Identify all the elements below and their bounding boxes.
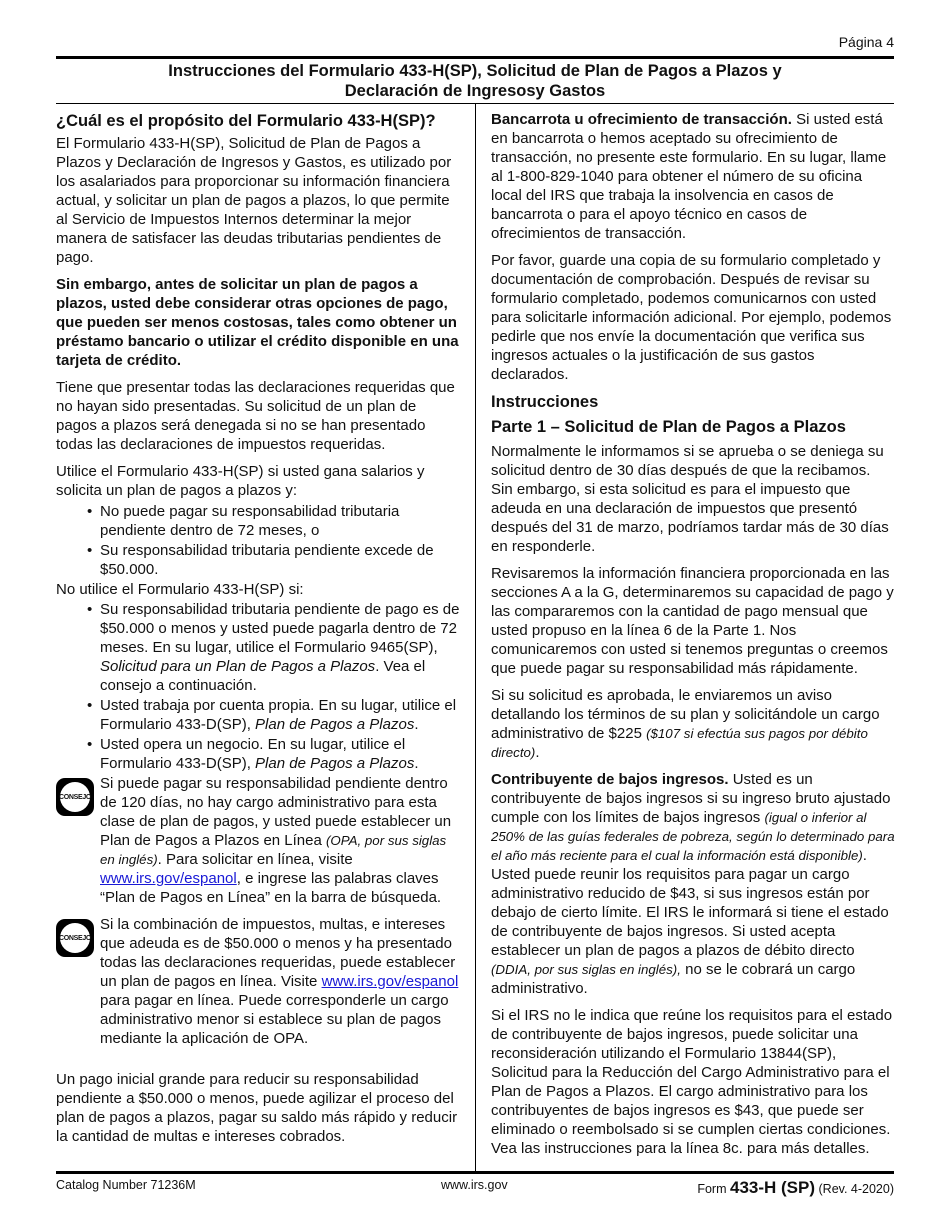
purpose-paragraph: El Formulario 433-H(SP), Solicitud de Plan de Pagos a Plazos y Declaración de Ingresos y Gastos, es utilizado por los asalariados para proporcionar su información financiera actual, y solicitar un plan de pagos a plazos, lo que permite al Servicio de Impuestos Internos determinar la mejor manera de satisfacer las deudas tributarias pendientes de pago. bbox=[56, 135, 452, 266]
down-payment-paragraph: Un pago inicial grande para reducir su responsabilidad pendiente a $50.000 o menos, puede agilizar el proceso del plan de pagos a plazos, pagar su saldo más rápido y reducir la cantidad de multas e intereses cobrados. bbox=[56, 1071, 458, 1145]
use-form-paragraph: Utilice el Formulario 433-H(SP) si usted gana salarios y solicita un plan de pagos a plazos y: bbox=[56, 463, 425, 499]
page-number: Página 4 bbox=[838, 34, 894, 50]
form-identifier: Form 433-H (SP) (Rev. 4-2020) bbox=[697, 1178, 894, 1197]
tip-pay-online: CONSEJO Si la combinación de impuestos, multas, e intereses que adeuda es de $50.000 o menos y ha presentado todas las declaraciones requeridas, puede establecer un plan de pagos en línea. Visite www.irs.gov/espanol para pagar en línea. Puede corresponderle un cargo administrativo menor si establece su plan de pagos mediante la aplicación de OPA. bbox=[56, 915, 461, 1048]
list-item: • Usted trabaja por cuenta propia. En su lugar, utilice el Formulario 433-D(SP), Plan de Pagos a Plazos. bbox=[100, 696, 461, 734]
use-form-list bbox=[56, 502, 461, 579]
top-rule bbox=[56, 56, 894, 59]
list-item: • No puede pagar su responsabilidad tributaria pendiente dentro de 72 meses, o bbox=[100, 502, 461, 540]
title-line-2: Declaración de Ingresosy Gastos bbox=[344, 82, 606, 100]
list-item: • Su responsabilidad tributaria pendiente de pago es de $50.000 o menos y usted puede pagarla dentro de 72 meses. En su lugar, utilice el Formulario 9465(SP), Solicitud para un Plan de Pagos a Plazos. Vea el consejo a continuación. bbox=[100, 600, 461, 695]
keep-copy-paragraph: Por favor, guarde una copia de su formulario completado y documentación de comprobación. Después de revisar su formulario completado, podemos comunicarnos con usted para solicitarle información adicional. Por ejemplo, podemos pedirle que nos envíe la documentación que verifica sus ingresos actuales o la justificación de sus gastos declarados. bbox=[491, 252, 892, 383]
reconsideration-paragraph: Si el IRS no le indica que reúne los requisitos para el estado de contribuyente de bajos ingresos, puede solicitar una reconsideración utilizando el Formulario 13844(SP), Solicitud para la Reducción del Cargo Administrativo para el Plan de Pagos a Plazos. El cargo administrativo para los contribuyentes de bajos ingresos es $43, que puede ser eliminado o reembolsado si se cumplen ciertas condiciones. Vea las instrucciones para la línea 8c. para más detalles. bbox=[491, 1007, 893, 1157]
purpose-heading: ¿Cuál es el propósito del Formulario 433-H(SP)? bbox=[56, 112, 436, 130]
review-paragraph: Revisaremos la información financiera proporcionada en las secciones A a la G, determinaremos su capacidad de pago y las compararemos con la cantidad de pago mensual que usted propuso en la línea 6 de la Parte 1. Nos comunicaremos con usted si tenemos preguntas o creemos que puede pagar su responsabilidad más rápidamente. bbox=[491, 565, 894, 677]
bankruptcy-paragraph: Bancarrota u ofrecimiento de transacción. Si usted está en bancarrota o hemos aceptado su ofrecimiento de transacción, no presente este formulario. En su lugar, llame al 1-800-829-1040 para obtener el número de su oficina local del IRS que trabaja la insolvencia en casos de bancarrota o para el apoyo técnico en casos de ofrecimientos de transacción. bbox=[491, 111, 887, 242]
approved-paragraph: Si su solicitud es aprobada, le enviaremos un aviso detallando los términos de su plan y solicitándole un cargo administrativo de $225 ($107 si efectúa sus pagos por débito directo). bbox=[491, 687, 880, 761]
bottom-rule bbox=[56, 1171, 894, 1174]
file-returns-paragraph: Tiene que presentar todas las declaraciones requeridas que no hayan sido presentadas. Su solicitud de un plan de pagos a plazos será denegada si no se han presentado todas las declaraciones de impuestos requeridas. bbox=[56, 379, 455, 453]
do-not-use-list bbox=[56, 600, 461, 773]
tip-icon: CONSEJO bbox=[56, 778, 94, 816]
low-income-paragraph: Contribuyente de bajos ingresos. Usted es un contribuyente de bajos ingresos si su ingreso bruto ajustado cumple con los límites de bajos ingresos (igual o inferior al 250% de las guías federales de pobreza, según lo determinado para el año más reciente para el cual la información está disponible). Usted puede reunir los requisitos para pagar un cargo administrativo reducido de $43, si sus ingresos están por debajo de cierto límite. El IRS le informará si tiene el estado de contribuyente de bajos ingresos. Si usted acepta establecer un plan de pagos a plazos de débito directo (DDIA, por sus siglas en inglés), no se le cobrará un cargo administrativo. bbox=[491, 771, 895, 997]
other-options-paragraph: Sin embargo, antes de solicitar un plan de pagos a plazos, usted debe considerar otras opciones de pago, que pueden ser menos costosas, tales como obtener un préstamo bancario o utilizar el crédito disponible en una tarjeta de crédito. bbox=[56, 276, 459, 369]
tip-icon: CONSEJO bbox=[56, 919, 94, 957]
tip-online-plan: CONSEJO Si puede pagar su responsabilidad pendiente dentro de 120 días, no hay cargo administrativo para esta clase de plan de pagos, y usted puede establecer un Plan de Pagos a Plazos en Línea (OPA, por sus siglas en inglés). Para solicitar en línea, visite www.irs.gov/espanol, e ingrese las palabras claves “Plan de Pagos en Línea” en la barra de búsqueda. bbox=[56, 774, 461, 907]
irs-espanol-link[interactable]: www.irs.gov/espanol bbox=[321, 973, 459, 990]
do-not-use-paragraph: No utilice el Formulario 433-H(SP) si: bbox=[56, 581, 304, 598]
catalog-number: Catalog Number 71236M bbox=[56, 1178, 196, 1192]
instructions-heading: Instrucciones bbox=[491, 393, 599, 411]
irs-espanol-link[interactable]: www.irs.gov/espanol bbox=[100, 870, 237, 887]
left-column bbox=[56, 110, 461, 1154]
right-column bbox=[491, 110, 896, 1166]
list-item: • Usted opera un negocio. En su lugar, utilice el Formulario 433-D(SP), Plan de Pagos a Plazos. bbox=[100, 735, 461, 773]
list-item: • Su responsabilidad tributaria pendiente excede de $50.000. bbox=[100, 541, 461, 579]
part1-heading: Parte 1 – Solicitud de Plan de Pagos a Plazos bbox=[491, 418, 846, 436]
footer-website: www.irs.gov bbox=[441, 1178, 508, 1192]
document-title bbox=[56, 61, 894, 101]
notify-paragraph: Normalmente le informamos si se aprueba o se deniega su solicitud dentro de 30 días después de que la recibamos. Sin embargo, si esta solicitud es para el impuesto que adeuda en una declaración de impuestos que presentó después del 31 de marzo, podríamos tardar más de 30 días en responderle. bbox=[491, 443, 889, 555]
title-line-1: Instrucciones del Formulario 433-H(SP), Solicitud de Plan de Pagos a Plazos y bbox=[168, 62, 782, 80]
column-divider bbox=[475, 104, 476, 1171]
